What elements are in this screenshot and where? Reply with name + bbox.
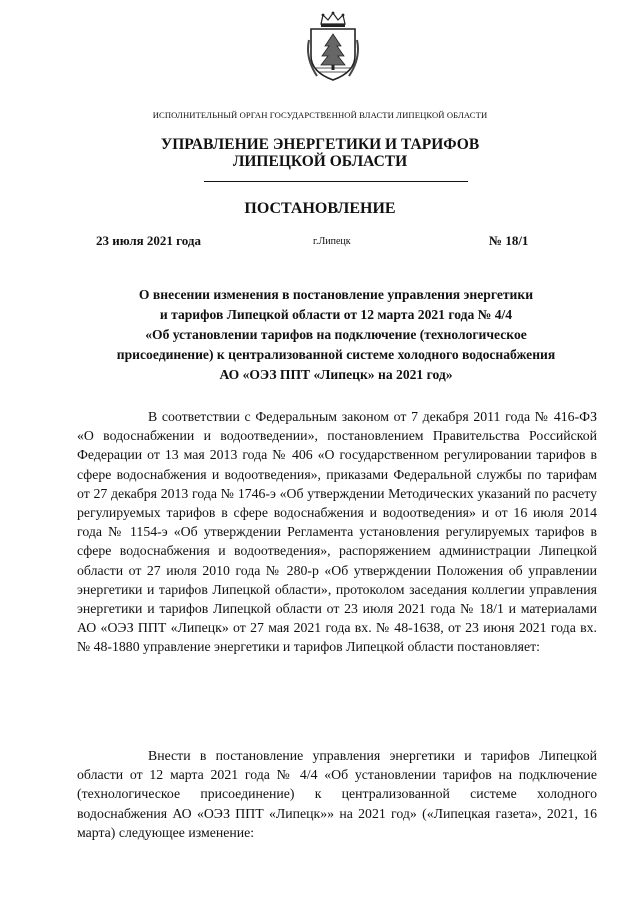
document-city: г.Липецк bbox=[313, 236, 351, 247]
resolution-paragraph: Внести в постановление управления энергетики и тарифов Липецкой области от 12 марта 2021 года № 4/4 «Об установлении тарифов на подключение (технологическое присоединение) к централизованной системе холодного водоснабжения АО «ОЭЗ ППТ «Липецк»» на 2021 год» («Липецкая газета», 2021, 16 марта) следующее изменение: bbox=[77, 748, 597, 840]
coat-of-arms-icon bbox=[305, 10, 361, 82]
subject-line: присоединение) к централизованной системе холодного водоснабжения bbox=[116, 347, 556, 362]
document-date: 23 июля 2021 года bbox=[96, 233, 201, 248]
department-name-line: УПРАВЛЕНИЕ ЭНЕРГЕТИКИ И ТАРИФОВ bbox=[160, 136, 480, 153]
document-type: ПОСТАНОВЛЕНИЕ bbox=[244, 200, 396, 217]
subject-line: и тарифов Липецкой области от 12 марта 2021 года № 4/4 bbox=[159, 307, 513, 322]
department-name bbox=[60, 136, 580, 170]
subject-line: «Об установлении тарифов на подключение (технологическое bbox=[145, 327, 527, 342]
preamble-paragraph: В соответствии с Федеральным законом от 7 декабря 2011 года № 416-ФЗ «О водоснабжении и водоотведении», постановлением Правительства Российской Федерации от 13 мая 2013 года № 406 «О государственном регулировании тарифов в сфере водоснабжения и водоотведения», приказами Федеральной службы по тарифам от 27 декабря 2013 года № 1746-э «Об утверждении Методических указаний по расчету регулируемых тарифов в сфере водоснабжения и водоотведения» и от 16 июля 2014 года № 1154-э «Об утверждении Регламента установления регулируемых тарифов в сфере водоснабжения и водоотведения», распоряжением администрации Липецкой области от 27 июля 2010 года № 280-р «Об утверждении Положения об управлении энергетики и тарифов Липецкой области», протоколом заседания коллегии управления энергетики и тарифов Липецкой области от 23 июля 2021 года № 18/1 и материалами АО «ОЭЗ ППТ «Липецк» от 27 мая 2021 года вх. № 48-1638, от 23 июня 2021 года вх. № 48-1880 управление энергетики и тарифов Липецкой области постановляет: bbox=[77, 409, 597, 655]
document-number: № 18/1 bbox=[489, 233, 529, 248]
subject-line: АО «ОЭЗ ППТ «Липецк» на 2021 год» bbox=[219, 367, 453, 382]
subject-line: О внесении изменения в постановление управления энергетики bbox=[138, 287, 534, 302]
header-divider bbox=[204, 181, 468, 182]
department-name-line: ЛИПЕЦКОЙ ОБЛАСТИ bbox=[232, 153, 408, 170]
document-subject bbox=[100, 285, 572, 385]
issuing-authority: ИСПОЛНИТЕЛЬНЫЙ ОРГАН ГОСУДАРСТВЕННОЙ ВЛАСТИ ЛИПЕЦКОЙ ОБЛАСТИ bbox=[152, 110, 488, 120]
